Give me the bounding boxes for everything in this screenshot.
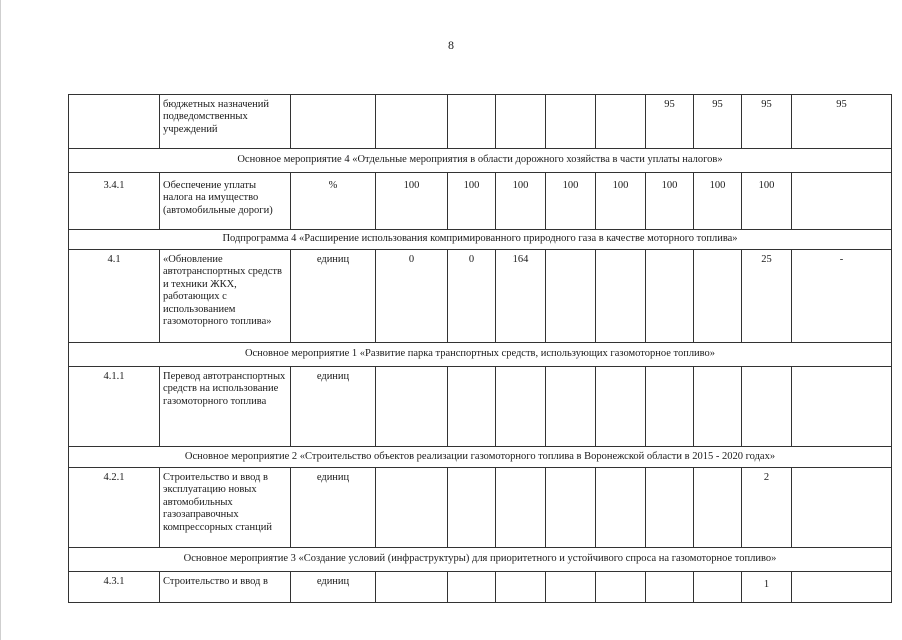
- row-number: 4.3.1: [69, 572, 160, 603]
- value-cell: [546, 250, 596, 343]
- section-heading-row: [69, 230, 892, 250]
- value-cell: 95: [646, 95, 694, 149]
- section-heading-row: [69, 447, 892, 468]
- value-cell: 100: [546, 173, 596, 230]
- value-cell: 1: [742, 572, 792, 603]
- section-heading: Подпрограмма 4 «Расширение использования компримированного природного газа в качестве моторного топлива»: [69, 230, 892, 250]
- indicator-name: Перевод автотранспортных средств на использование газомоторного топлива: [160, 367, 291, 447]
- table-row: [69, 95, 892, 149]
- section-heading-row: [69, 548, 892, 572]
- value-cell: [792, 572, 892, 603]
- row-number: 3.4.1: [69, 173, 160, 230]
- table-row: [69, 173, 892, 230]
- value-cell: [596, 250, 646, 343]
- table-row: [69, 250, 892, 343]
- value-cell: [496, 367, 546, 447]
- section-heading: Основное мероприятие 2 «Строительство объектов реализации газомоторного топлива в Воронежской области в 2015 - 2020 годах»: [69, 447, 892, 468]
- unit-cell: единиц: [291, 250, 376, 343]
- value-cell: 0: [376, 250, 448, 343]
- value-cell: [376, 468, 448, 548]
- value-cell: [646, 367, 694, 447]
- section-heading: Основное мероприятие 3 «Создание условий (инфраструктуры) для приоритетного и устойчивого спроса на газомоторное топливо»: [69, 548, 892, 572]
- value-cell: [448, 367, 496, 447]
- indicator-name: Строительство и ввод в эксплуатацию новых автомобильных газозаправочных компрессорных станций: [160, 468, 291, 548]
- value-cell: -: [792, 250, 892, 343]
- indicator-name: Строительство и ввод в: [160, 572, 291, 603]
- value-cell: [376, 367, 448, 447]
- value-cell: 100: [496, 173, 546, 230]
- value-cell: [646, 250, 694, 343]
- value-cell: [546, 572, 596, 603]
- unit-cell: единиц: [291, 468, 376, 548]
- value-cell: [376, 95, 448, 149]
- value-cell: 95: [742, 95, 792, 149]
- value-cell: [792, 173, 892, 230]
- value-cell: 100: [596, 173, 646, 230]
- value-cell: [646, 468, 694, 548]
- value-cell: [596, 95, 646, 149]
- value-cell: [448, 95, 496, 149]
- section-heading: Основное мероприятие 4 «Отдельные мероприятия в области дорожного хозяйства в части уплаты налогов»: [69, 149, 892, 173]
- value-cell: [792, 367, 892, 447]
- value-cell: [596, 367, 646, 447]
- section-heading-row: [69, 149, 892, 173]
- value-cell: [596, 468, 646, 548]
- value-cell: [448, 572, 496, 603]
- value-cell: [496, 95, 546, 149]
- value-cell: [694, 367, 742, 447]
- value-cell: [496, 468, 546, 548]
- scan-edge-line: [0, 0, 1, 640]
- unit-cell: единиц: [291, 572, 376, 603]
- value-cell: [694, 572, 742, 603]
- value-cell: [546, 367, 596, 447]
- indicator-name: «Обновление автотранспортных средств и техники ЖКХ, работающих с использованием газомоторного топлива»: [160, 250, 291, 343]
- row-number: 4.2.1: [69, 468, 160, 548]
- row-number: 4.1: [69, 250, 160, 343]
- unit-cell: [291, 95, 376, 149]
- value-cell: 100: [646, 173, 694, 230]
- row-number: [69, 95, 160, 149]
- value-cell: [496, 572, 546, 603]
- value-cell: [546, 468, 596, 548]
- value-cell: [546, 95, 596, 149]
- value-cell: [792, 468, 892, 548]
- value-cell: [694, 468, 742, 548]
- value-cell: 2: [742, 468, 792, 548]
- table-row: [69, 468, 892, 548]
- value-cell: 95: [792, 95, 892, 149]
- value-cell: 95: [694, 95, 742, 149]
- unit-cell: %: [291, 173, 376, 230]
- value-cell: 25: [742, 250, 792, 343]
- value-cell: [646, 572, 694, 603]
- section-heading-row: [69, 343, 892, 367]
- value-cell: [694, 250, 742, 343]
- value-cell: [596, 572, 646, 603]
- value-cell: 100: [448, 173, 496, 230]
- value-cell: [448, 468, 496, 548]
- page-number: 8: [448, 38, 454, 52]
- value-cell: [742, 367, 792, 447]
- row-number: 4.1.1: [69, 367, 160, 447]
- unit-cell: единиц: [291, 367, 376, 447]
- value-cell: 100: [376, 173, 448, 230]
- value-cell: 100: [742, 173, 792, 230]
- indicator-name: Обеспечение уплаты налога на имущество (автомобильные дороги): [160, 173, 291, 230]
- value-cell: 164: [496, 250, 546, 343]
- section-heading: Основное мероприятие 1 «Развитие парка транспортных средств, использующих газомоторное топливо»: [69, 343, 892, 367]
- value-cell: [376, 572, 448, 603]
- value-cell: 100: [694, 173, 742, 230]
- indicators-table: [68, 94, 892, 603]
- indicator-name: бюджетных назначений подведомственных учреждений: [160, 95, 291, 149]
- table-row: [69, 572, 892, 603]
- table-row: [69, 367, 892, 447]
- value-cell: 0: [448, 250, 496, 343]
